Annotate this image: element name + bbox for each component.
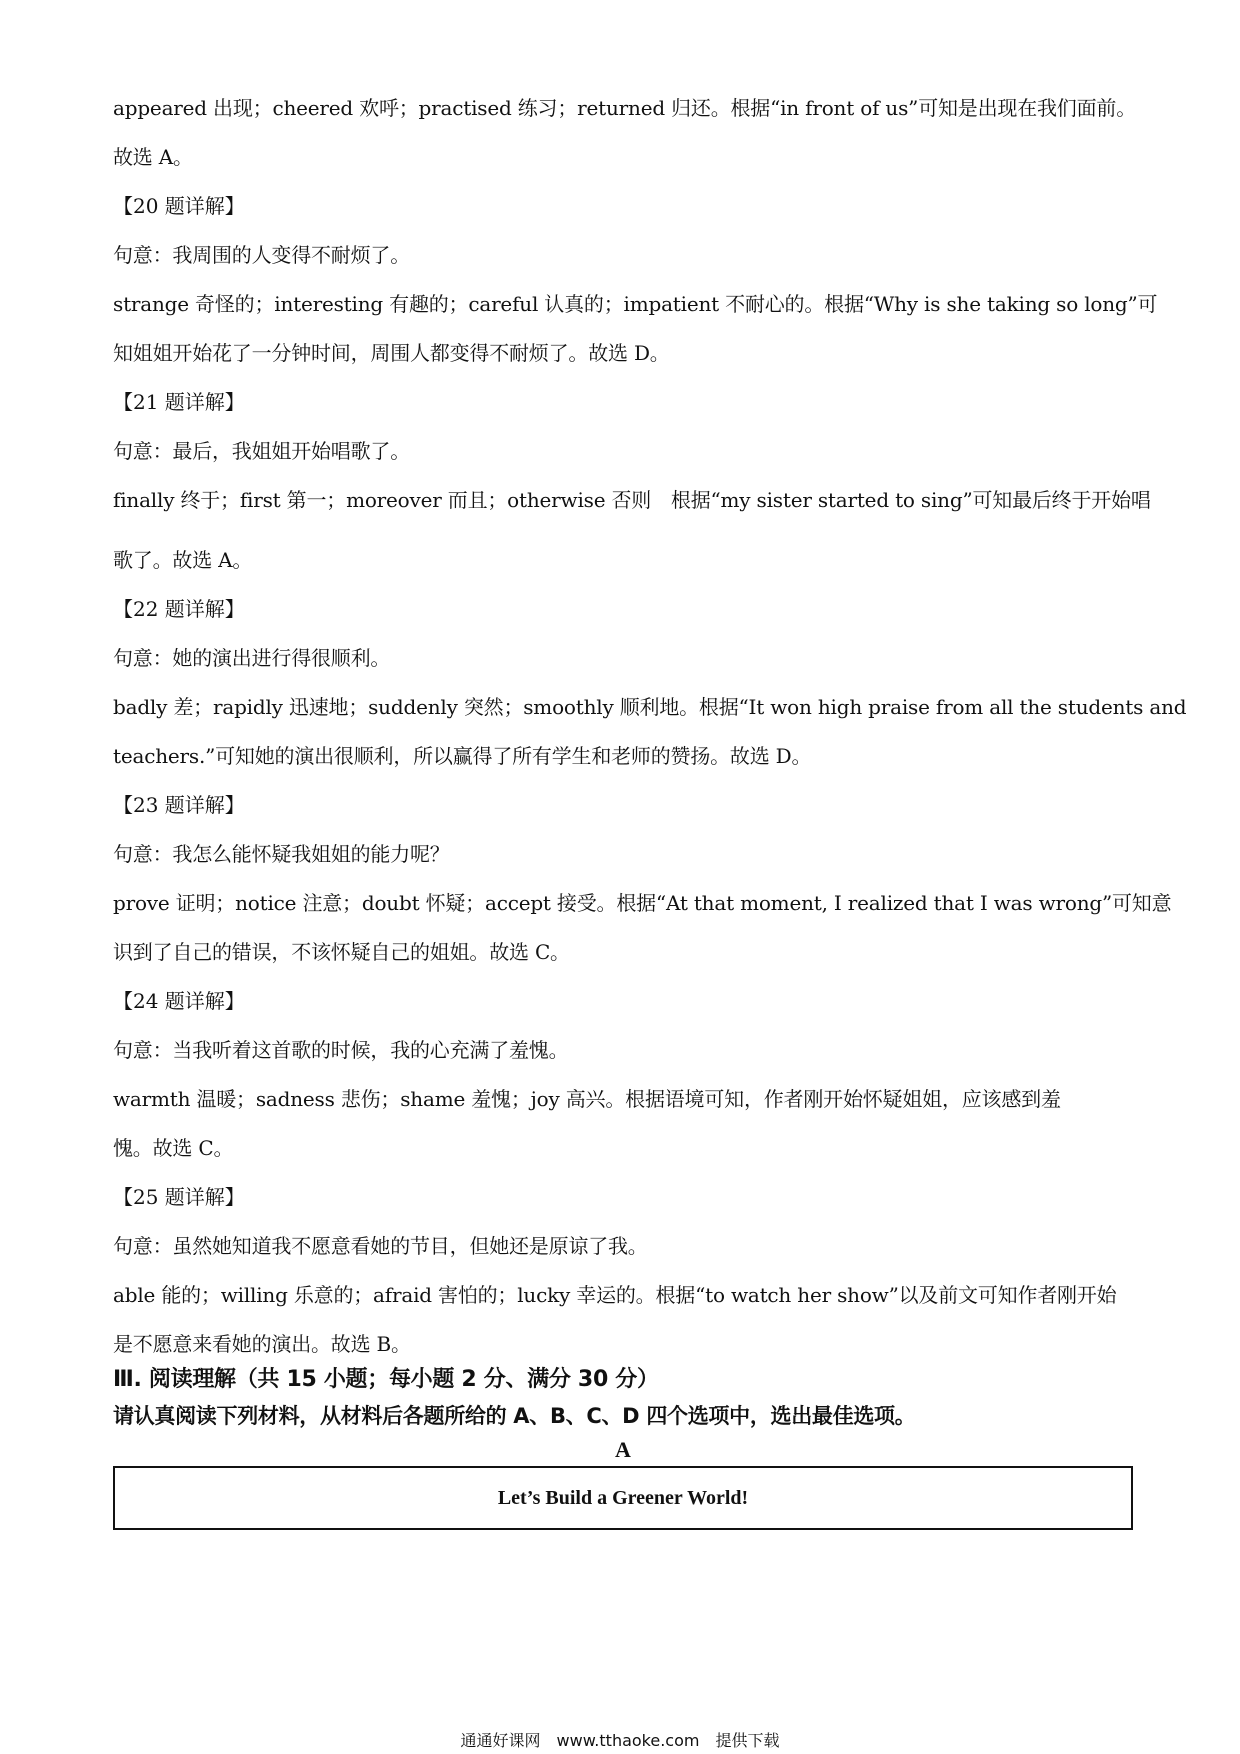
passage-letter: A bbox=[615, 1437, 631, 1462]
text-line: 知姐姐开始花了一分钟时间，周围人都变得不耐烦了。故选 D。 bbox=[113, 341, 670, 365]
text-line: appeared 出现；cheered 欢呼；practised 练习；returned 归还。根据“in front of us”可知是出现在我们面前。 bbox=[113, 96, 1136, 120]
section-title: Ⅲ. 阅读理解（共 15 小题；每小题 2 分、满分 30 分） bbox=[113, 1367, 659, 1392]
text-line: 歌了。故选 A。 bbox=[113, 548, 253, 572]
text-line: finally 终于；first 第一；moreover 而且；otherwise 否则 根据“my sister started to sing”可知最后终于开始唱 bbox=[113, 488, 1151, 512]
text-line: 句意：当我听着这首歌的时候，我的心充满了羞愧。 bbox=[113, 1038, 569, 1062]
document-page bbox=[113, 96, 1187, 1530]
text-line: 是不愿意来看她的演出。故选 B。 bbox=[113, 1332, 411, 1356]
text-line: 故选 A。 bbox=[113, 145, 193, 169]
question-heading: 【24 题详解】 bbox=[113, 989, 245, 1013]
passage-title-box bbox=[113, 1466, 1133, 1530]
question-heading: 【25 题详解】 bbox=[113, 1185, 245, 1209]
text-line: warmth 温暖；sadness 悲伤；shame 羞愧；joy 高兴。根据语境可知，作者刚开始怀疑姐姐，应该感到羞 bbox=[113, 1087, 1061, 1111]
question-heading: 【20 题详解】 bbox=[113, 194, 245, 218]
passage-title: Let’s Build a Greener World! bbox=[497, 1486, 749, 1509]
text-line: able 能的；willing 乐意的；afraid 害怕的；lucky 幸运的。根据“to watch her show”以及前文可知作者刚开始 bbox=[113, 1283, 1117, 1307]
text-line: 句意：虽然她知道我不愿意看她的节目，但她还是原谅了我。 bbox=[113, 1234, 648, 1258]
section-instruction: 请认真阅读下列材料，从材料后各题所给的 A、B、C、D 四个选项中，选出最佳选项。 bbox=[113, 1404, 916, 1428]
text-line: strange 奇怪的；interesting 有趣的；careful 认真的；impatient 不耐心的。根据“Why is she taking so long”可 bbox=[113, 292, 1158, 316]
text-line: 句意：我怎么能怀疑我姐姐的能力呢？ bbox=[113, 842, 450, 866]
question-heading: 【21 题详解】 bbox=[113, 390, 245, 414]
text-line: 识到了自己的错误，不该怀疑自己的姐姐。故选 C。 bbox=[113, 940, 570, 964]
text-line: 愧。故选 C。 bbox=[113, 1136, 234, 1160]
text-line: badly 差；rapidly 迅速地；suddenly 突然；smoothly 顺利地。根据“It won high praise from all the students and bbox=[113, 695, 1187, 719]
question-heading: 【22 题详解】 bbox=[113, 597, 245, 621]
question-heading: 【23 题详解】 bbox=[113, 793, 245, 817]
text-line: 句意：我周围的人变得不耐烦了。 bbox=[113, 243, 410, 267]
page-footer: 通通好课网 www.tthaoke.com 提供下载 bbox=[460, 1731, 780, 1750]
text-line: 句意：最后，我姐姐开始唱歌了。 bbox=[113, 439, 410, 463]
text-line: 句意：她的演出进行得很顺利。 bbox=[113, 646, 391, 670]
text-line: prove 证明；notice 注意；doubt 怀疑；accept 接受。根据“At that moment, I realized that I was wrong”可知意 bbox=[113, 891, 1172, 915]
text-line: teachers.”可知她的演出很顺利，所以赢得了所有学生和老师的赞扬。故选 D。 bbox=[113, 744, 812, 768]
